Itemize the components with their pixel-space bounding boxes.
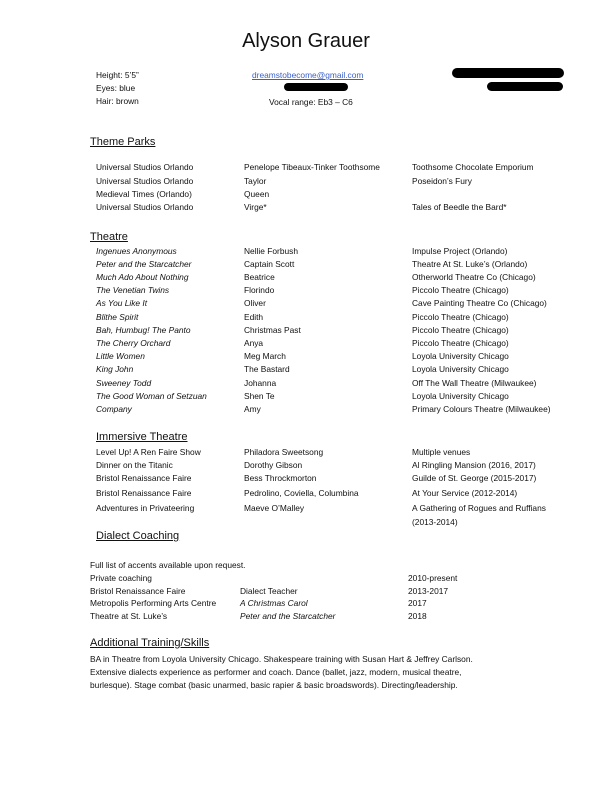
resume-name: Alyson Grauer — [242, 30, 370, 52]
training-heading: Additional Training/Skills — [90, 637, 210, 649]
redacted-address-line-1 — [452, 68, 564, 78]
vocal-range-text: Vocal range: Eb3 – C6 — [269, 97, 353, 107]
theatre-heading: Theatre — [90, 231, 128, 243]
training-paragraph — [90, 653, 530, 692]
training-line: BA in Theatre from Loyola University Chicago. Shakespeare training with Susan Hart & Jeffrey Carlson. — [90, 654, 473, 664]
eyes-text: Eyes: blue — [96, 83, 136, 93]
redacted-phone — [284, 83, 348, 91]
theme-parks-heading: Theme Parks — [90, 136, 156, 148]
redacted-address-line-2 — [487, 82, 563, 91]
hair-text: Hair: brown — [96, 96, 139, 106]
dialect-coaching-heading: Dialect Coaching — [96, 530, 180, 542]
height-text: Height: 5’5” — [96, 70, 139, 80]
training-line: Extensive dialects experience as performer and coach. Dance (ballet, jazz, modern, musical theatre, — [90, 667, 462, 677]
immersive-theatre-heading: Immersive Theatre — [96, 431, 188, 443]
training-line: burlesque). Stage combat (basic unarmed, basic rapier & basic broadswords). Directing/leadership. — [90, 680, 458, 690]
email-link[interactable]: dreamstobecome@gmail.com — [252, 70, 364, 80]
dialect-note: Full list of accents available upon request. — [90, 560, 246, 570]
